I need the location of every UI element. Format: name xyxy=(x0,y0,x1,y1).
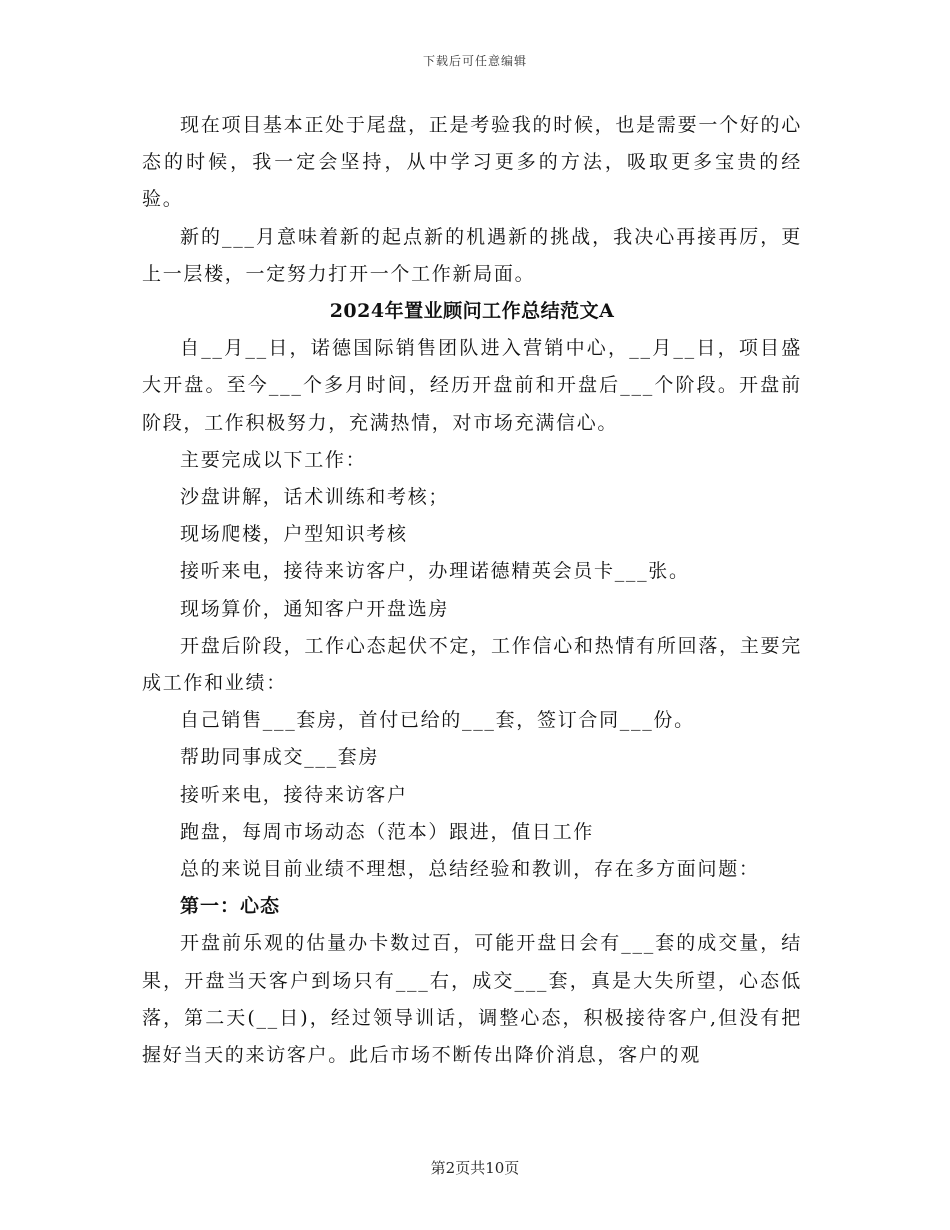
list-item: 接听来电，接待来访客户 xyxy=(180,783,408,806)
list-item: 沙盘讲解，话术训练和考核； xyxy=(180,486,450,509)
paragraph: 现在项目基本正处于尾盘，正是考验我的时候，也是需要一个好的心态的时候，我一定会坚持，从中学习更多的方法，吸取更多宝贵的经验。 xyxy=(142,114,802,211)
list-item: 跑盘，每周市场动态（范本）跟进，值日工作 xyxy=(180,820,595,843)
document-title: 2024年置业顾问工作总结范文A xyxy=(329,300,615,323)
paragraph: 开盘后阶段，工作心态起伏不定，工作信心和热情有所回落，主要完成工作和业绩： xyxy=(142,634,802,695)
paragraph: 开盘前乐观的估量办卡数过百，可能开盘日会有___套的成交量，结果，开盘当天客户到场只有___右，成交___套，真是大失所望，心态低落，第二天(__日)，经过领导训话，调整心态，积极接待客户,但没有把握好当天的来访客户。此后市场不断传出降价消息，客户的观 xyxy=(142,932,802,1067)
paragraph: 主要完成以下工作： xyxy=(180,448,367,471)
paragraph: 自__月__日，诺德国际销售团队进入营销中心，__月__日，项目盛大开盘。至今___个多月时间，经历开盘前和开盘后___个阶段。开盘前阶段，工作积极努力，充满热情，对市场充满信心。 xyxy=(142,337,802,434)
list-item: 现场算价，通知客户开盘选房 xyxy=(180,597,450,620)
document-body xyxy=(142,107,802,1074)
list-item: 接听来电，接待来访客户，办理诺德精英会员卡___张。 xyxy=(180,560,690,583)
page-number: 第2页共10页 xyxy=(430,1159,520,1177)
list-item: 帮助同事成交___套房 xyxy=(180,746,380,769)
list-item: 现场爬楼，户型知识考核 xyxy=(180,523,408,546)
paragraph: 新的___月意味着新的起点新的机遇新的挑战，我决心再接再厉，更上一层楼，一定努力打开一个工作新局面。 xyxy=(142,225,802,285)
page-header-note: 下载后可任意编辑 xyxy=(422,54,527,68)
section-heading: 第一：心态 xyxy=(180,895,281,918)
list-item: 自己销售___套房，首付已给的___套，签订合同___份。 xyxy=(180,709,695,732)
paragraph: 总的来说目前业绩不理想，总结经验和教训，存在多方面问题： xyxy=(180,858,760,881)
